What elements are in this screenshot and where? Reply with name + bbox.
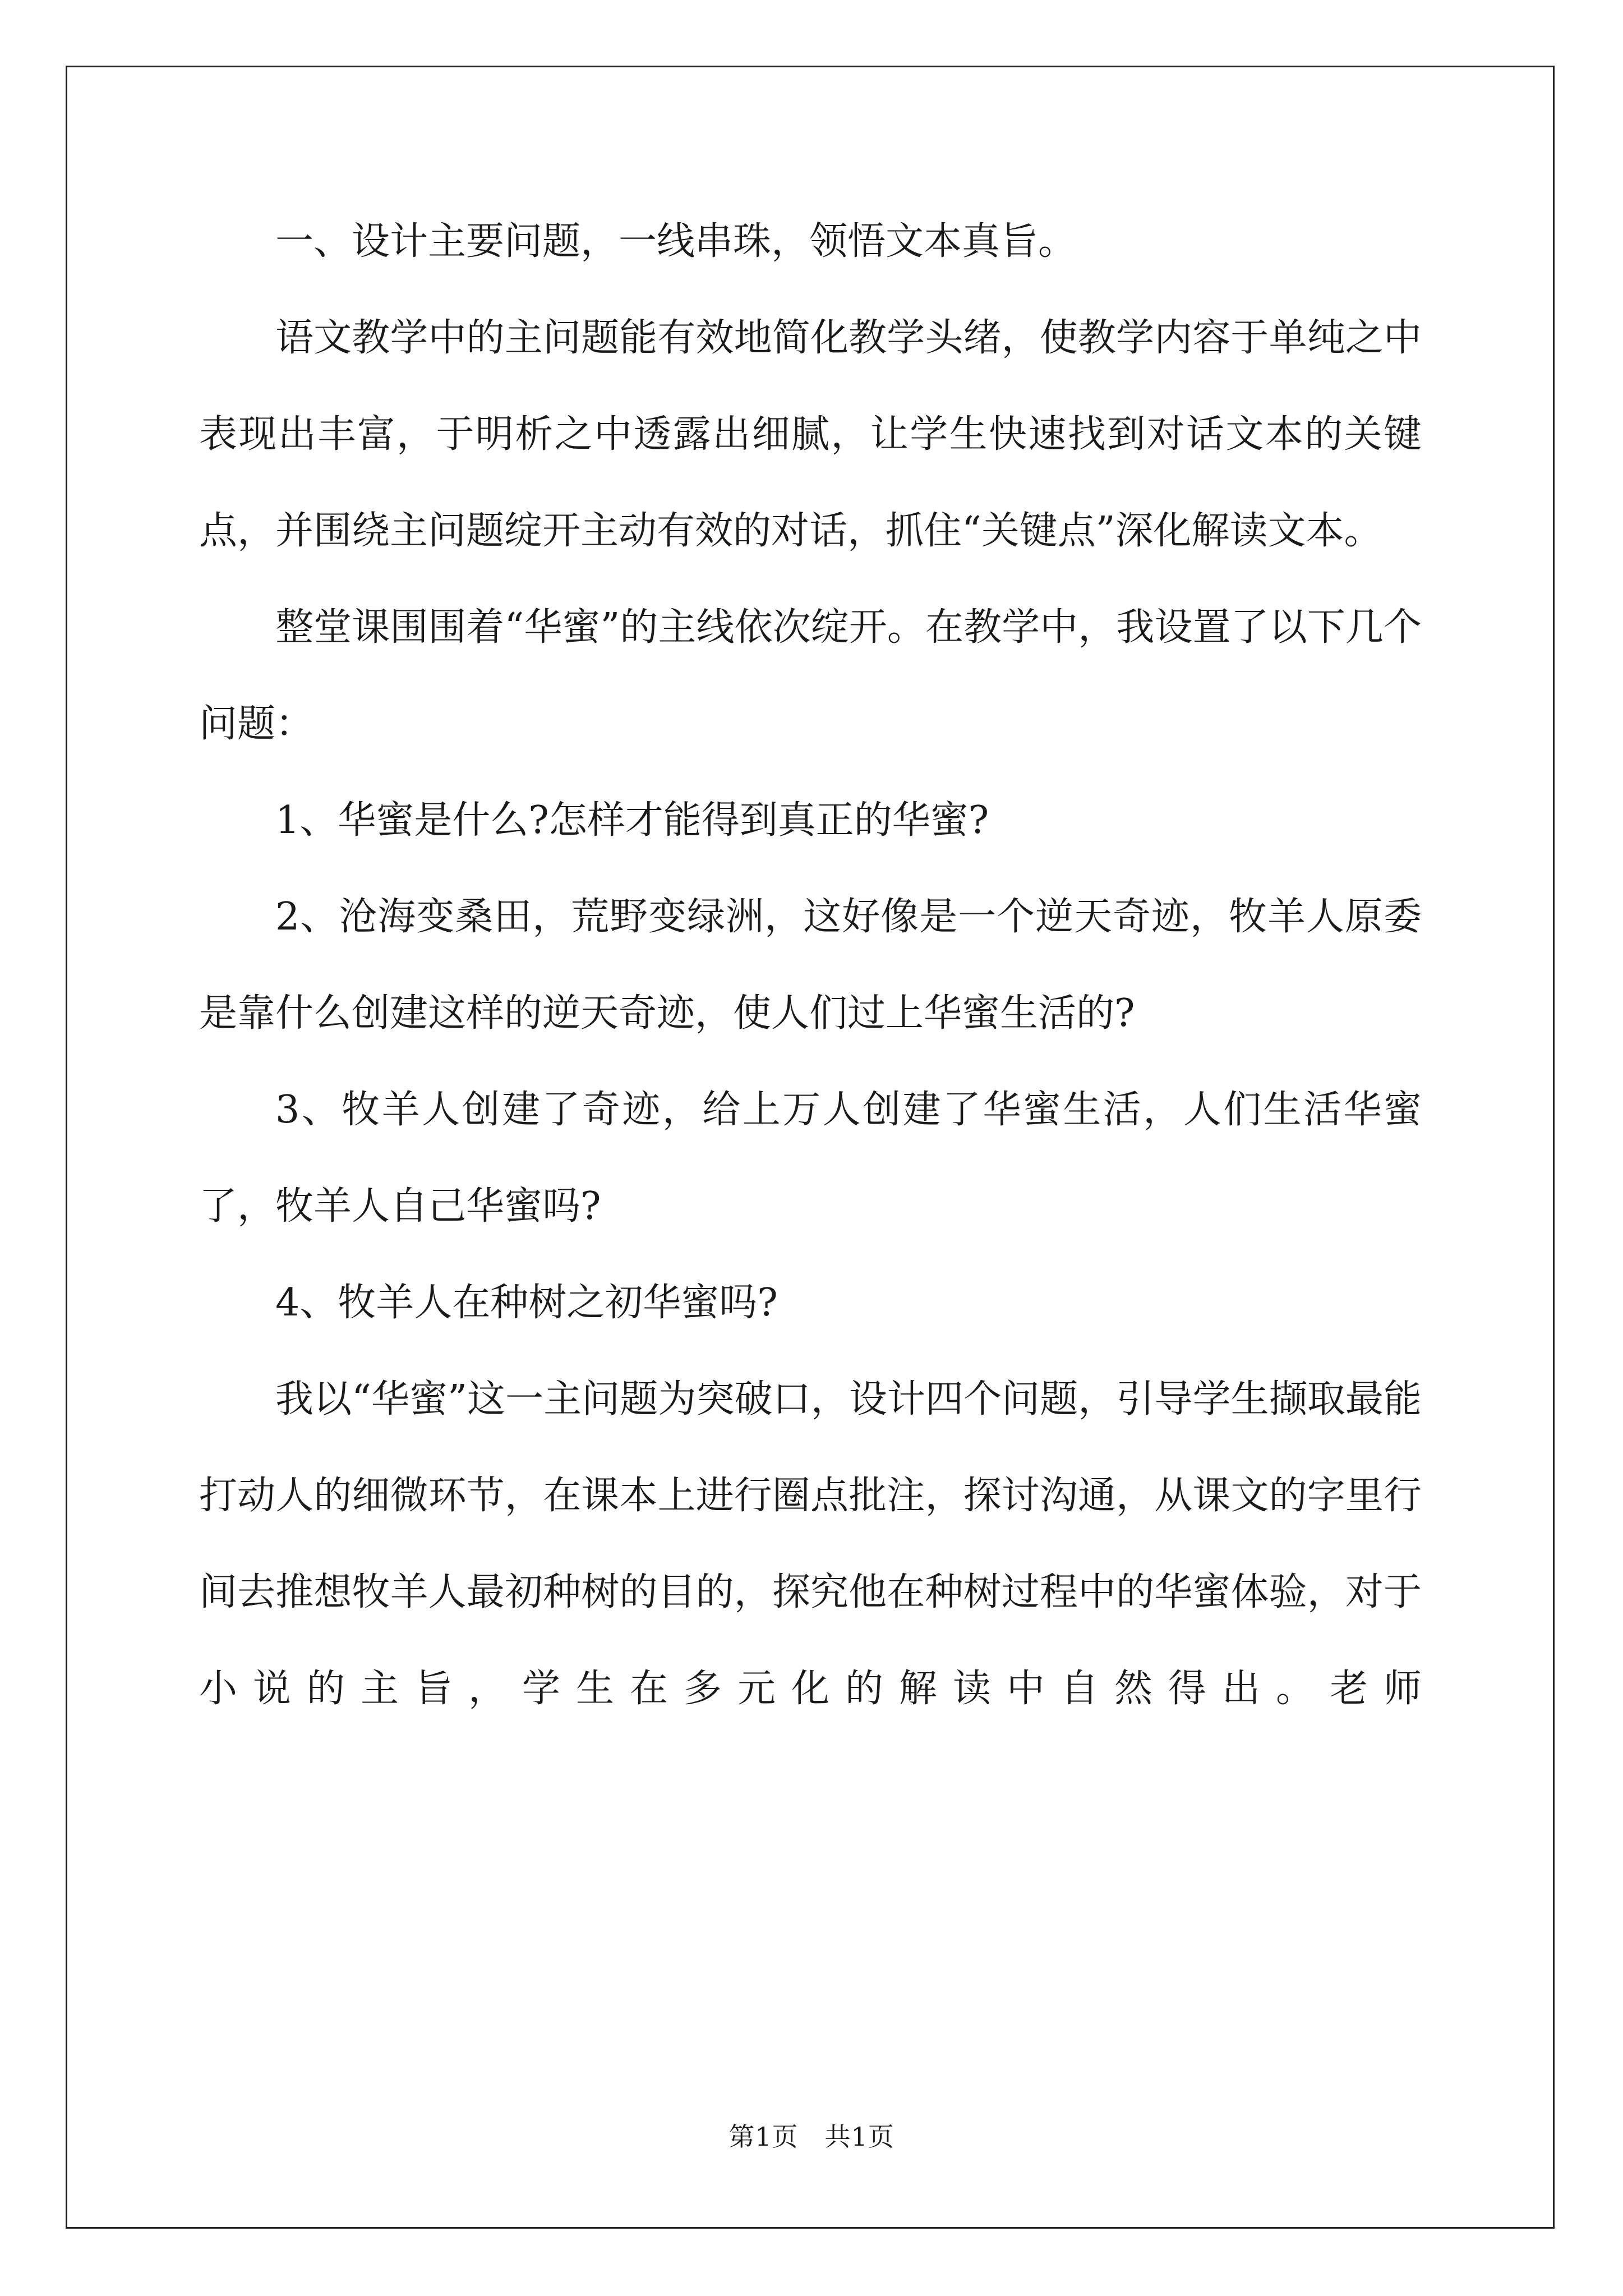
paragraph: 4、牧羊人在种树之初华蜜吗? xyxy=(275,1281,778,1325)
document-body xyxy=(199,194,1422,1737)
paragraph: 整堂课围围着“华蜜”的主线依次绽开。在教学中，我设置了以下几个问题： xyxy=(199,605,1422,746)
paragraph: 语文教学中的主问题能有效地简化教学头绪，使教学内容于单纯之中表现出丰富，于明析之中透露出细腻，让学生快速找到对话文本的关键点，并围绕主问题绽开主动有效的对话，抓住“关键点”深化解读文本。 xyxy=(199,316,1422,553)
paragraph: 1、华蜜是什么?怎样才能得到真正的华蜜? xyxy=(275,798,989,843)
paragraph: 2、沧海变桑田，荒野变绿洲，这好像是一个逆天奇迹，牧羊人原委是靠什么创建这样的逆天奇迹，使人们过上华蜜生活的? xyxy=(199,895,1422,1036)
paragraph: 一、设计主要问题，一线串珠，领悟文本真旨。 xyxy=(275,219,1077,264)
paragraph: 3、牧羊人创建了奇迹，给上万人创建了华蜜生活，人们生活华蜜了，牧羊人自己华蜜吗? xyxy=(199,1088,1422,1228)
page-number: 第1页 共1页 xyxy=(728,2122,895,2152)
paragraph: 我以“华蜜”这一主问题为突破口，设计四个问题，引导学生撷取最能打动人的细微环节，在课本上进行圈点批注，探讨沟通，从课文的字里行间去推想牧羊人最初种树的目的，探究他在种树过程中的华蜜体验，对于小说的主旨，学生在多元化的解读中自然得出。老师 xyxy=(199,1377,1422,1711)
